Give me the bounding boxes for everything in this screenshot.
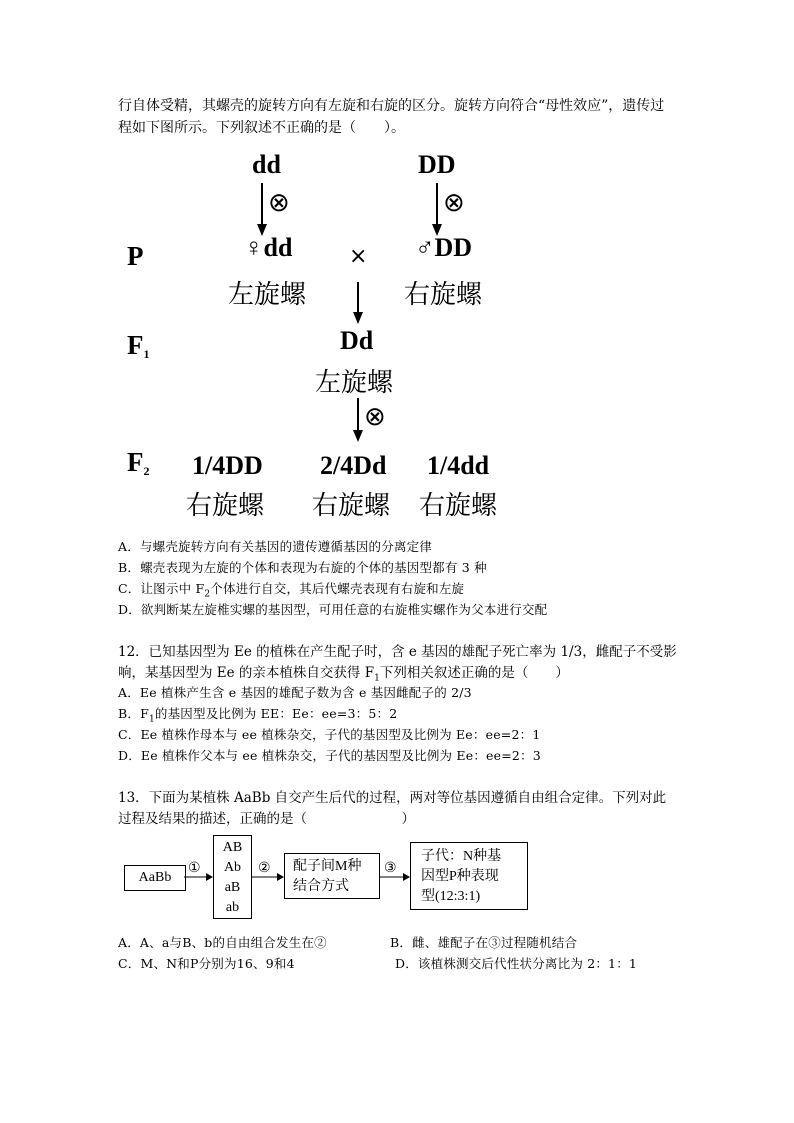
q13-option-a: A．A、a与B、b的自由组合发生在②	[118, 935, 327, 950]
step-2-marker: ②	[258, 860, 271, 876]
f2-genotype: 2/4Dd	[320, 451, 387, 480]
q12-stem-line-2: 响，某基因型为 Ee 的亲本植株自交获得 $F_1$下列相关叙述正确的是（ ）	[118, 665, 569, 684]
gamete: aB	[224, 880, 241, 895]
f2-genotype: 1/4DD	[192, 451, 263, 480]
q11-option-d: D．欲判断某左旋椎实螺的基因型，可用任意的右旋椎实螺作为父本进行交配	[118, 602, 548, 617]
q12-option-b: B．$F_1$的基因型及比例为 EE：Ee：ee=3：5：2	[118, 706, 398, 725]
offspring-box: 子代：N种基 因型P种表现 型(12:3:1)	[410, 842, 528, 910]
gamete: ab	[225, 900, 240, 915]
generation-p-label: P	[127, 241, 144, 271]
q11-option-a: A．与螺壳旋转方向有关基因的遗传遵循基因的分离定律	[118, 539, 433, 554]
step-1-marker: ①	[188, 860, 201, 876]
q12-option-a: A．Ee 植株产生含 e 基因的雄配子数为含 e 基因雌配子的 2/3	[118, 685, 472, 700]
self-cross-icon: ⊗	[443, 188, 465, 218]
f1-genotype: Dd	[340, 326, 374, 355]
left-phenotype: 左旋螺	[228, 280, 307, 310]
f2-genotype: 1/4dd	[427, 451, 490, 480]
q13-option-c: C．M、N和P分别为16、9和4	[118, 956, 295, 971]
q13-stem-line-1: 13．下面为某植株 AaBb 自交产生后代的过程，两对等位基因遵循自由组合定律。下列对此	[118, 790, 667, 806]
q11-option-b: B．螺壳表现为左旋的个体和表现为右旋的个体的基因型都有 3 种	[118, 560, 487, 575]
q12-option-c: C．Ee 植株作母本与 ee 植株杂交，子代的基因型及比例为 Ee：ee=2：1	[118, 727, 541, 742]
step-3-marker: ③	[384, 860, 397, 876]
top-left-genotype: dd	[252, 150, 281, 179]
q11-option-c: C．让图示中 $F_2$个体进行自交，其后代螺壳表现有右旋和左旋	[118, 581, 465, 600]
self-cross-icon: ⊗	[268, 188, 290, 218]
q13-stem-line-2: 过程及结果的描述，正确的是（ ）	[118, 811, 415, 827]
f2-phenotype: 右旋螺	[419, 491, 498, 521]
parent-box: AaBb	[124, 865, 186, 891]
q13-option-d: D．该植株测交后代性状分离比为 2：1：1	[395, 956, 638, 971]
self-cross-icon: ⊗	[364, 402, 386, 432]
f2-phenotype: 右旋螺	[312, 491, 391, 521]
combination-box: 配子间M种 结合方式	[284, 853, 380, 899]
gamete: AB	[222, 840, 243, 855]
f1-phenotype: 左旋螺	[315, 368, 394, 398]
intro-line-2: 程如下图所示。下列叙述不正确的是（ ）。	[118, 120, 405, 136]
q12-stem-line-1: 12．已知基因型为 Ee 的植株在产生配子时，含 e 基因的雄配子死亡率为 1/3，雌配子不受影	[118, 644, 677, 660]
cross-symbol: ×	[349, 244, 368, 269]
generation-f1-label: F1	[127, 330, 150, 361]
female-parent: ♀dd	[244, 233, 293, 262]
top-right-genotype: DD	[418, 150, 456, 179]
f2-phenotype: 右旋螺	[186, 491, 265, 521]
gamete: Ab	[223, 860, 242, 875]
q13-option-b: B．雌、雄配子在③过程随机结合	[390, 935, 578, 950]
q12-option-d: D．Ee 植株作父本与 ee 植株杂交，子代的基因型及比例为 Ee：ee=2：3	[118, 748, 541, 763]
right-phenotype: 右旋螺	[404, 280, 483, 310]
male-parent: ♂DD	[415, 233, 473, 262]
generation-f2-label: F2	[127, 447, 150, 478]
intro-line-1: 行自体受精，其螺壳的旋转方向有左旋和右旋的区分。旋转方向符合“母性效应”，遗传过	[118, 98, 665, 114]
